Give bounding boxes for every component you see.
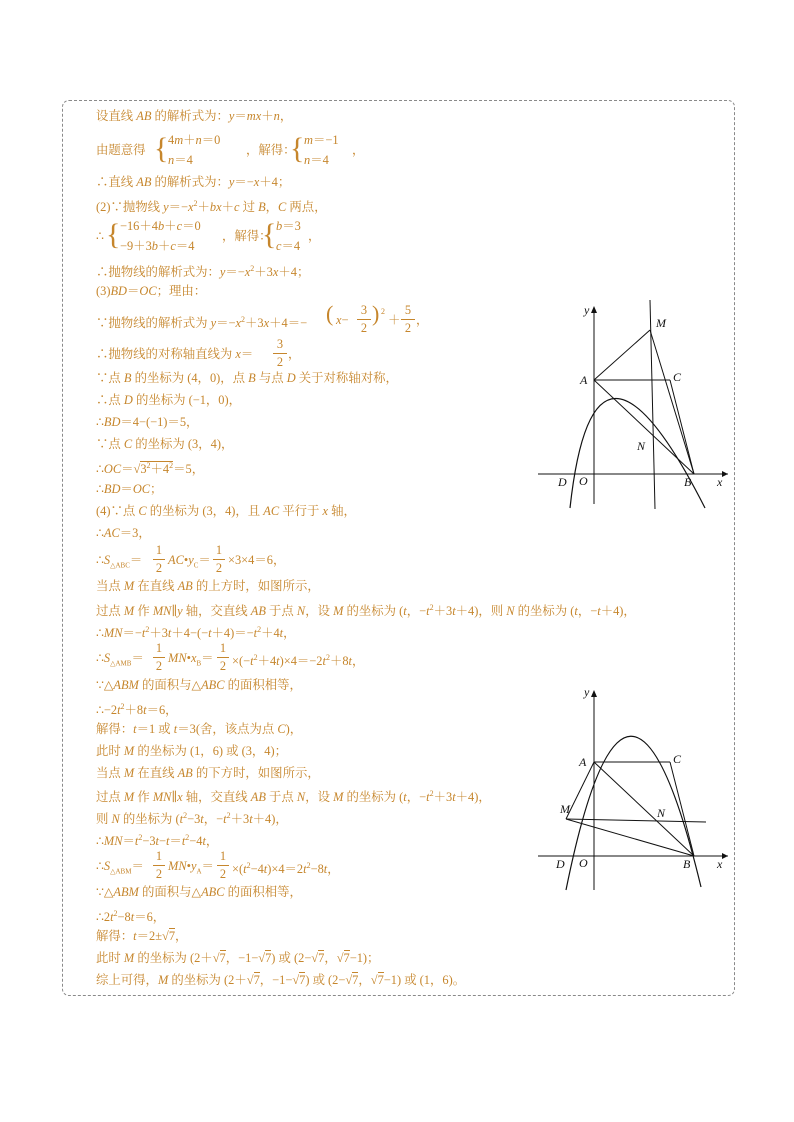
line-32: $\therefore 2t^2-8t=6$， [96,909,166,925]
fig1-label-C: C [673,370,682,384]
line-27: 过点 M 作 MN∥x 轴，交直线 AB 于点 N，设 M 的坐标为 (t，$-t^2+3t+4$)， [96,789,491,805]
line-14: ∴BD＝OC； [96,482,163,496]
fig2-label-A: A [579,755,587,769]
line-31: ∵△ABM 的面积与△ABC 的面积相等， [96,885,302,899]
fig1-label-O: O [579,474,588,488]
fig1-label-N: N [637,439,646,453]
fig2-x-arrow [722,853,728,859]
line-12: ∵点 C 的坐标为 (3，4)， [96,437,234,451]
fig2-label-N: N [657,806,666,820]
fig1-x-arrow [722,471,728,477]
line-0: 设直线 AB 的解析式为：y＝mx＋n， [96,109,293,123]
fig2-label-M: M [560,802,570,816]
fig1-line-MB [650,330,694,474]
fig1-line-MN [650,300,655,509]
fig1-label-A: A [580,373,588,387]
fig1-line-AB [594,380,694,474]
line-18: 当点 M 在直线 AB 的上方时，如图所示， [96,579,320,593]
line-20: $\therefore MN=-t^2+3t+4-(-t+4)=-t^2+4t$， [96,625,296,641]
line-10: ∴点 D 的坐标为 (−1，0)， [96,393,242,407]
line-13: $\therefore OC=√3^2+4^2=5$， [96,461,205,477]
line-35: 综上可得，M 的坐标为 (2＋√7，−1−√7) 或 (2−√7，√7−1) 或 (1，6)。 [96,973,466,987]
line-19: 过点 M 作 MN∥y 轴，交直线 AB 于点 N，设 M 的坐标为 (t，$-t^2+3t+4$)，则 N 的坐标为 (t，−t＋4)， [96,603,636,619]
line-5: ∴抛物线的解析式为：$y=-x^2+3x+4$； [96,264,310,280]
line-28: 则 N 的坐标为 ($t^2-3t$，$-t^2+3t+4$)， [96,811,288,827]
fig2-line-MA [566,762,594,819]
fig2-label-x: x [717,857,723,871]
fig2-label-D: D [556,857,565,871]
line-9: ∵点 B 的坐标为 (4，0)，点 B 与点 D 关于对称轴对称， [96,371,398,385]
fig1-label-B: B [684,475,692,489]
figure-2-parabola [536,682,732,896]
fig2-label-y: y [584,685,590,699]
fig2-label-O: O [579,856,588,870]
fig1-label-x: x [717,475,723,489]
fig1-label-y: y [584,303,590,317]
line-24: 解得：t＝1 或 t＝3(舍，该点为点 C)， [96,722,303,736]
line-26: 当点 M 在直线 AB 的下方时，如图所示， [96,766,320,780]
fig2-line-CB [670,762,694,856]
fig1-label-M: M [656,316,666,330]
line-25: 此时 M 的坐标为 (1，6) 或 (3，4)； [96,744,288,758]
fig2-label-C: C [673,752,682,766]
line-23: $\therefore-2t^2+8t=6$， [96,702,178,718]
line-34: 此时 M 的坐标为 (2＋√7，−1−√7) 或 (2−√7，√7−1)； [96,951,380,965]
figure-1-parabola [536,296,732,510]
line-22: ∵△ABM 的面积与△ABC 的面积相等， [96,678,302,692]
fig2-y-arrow [591,690,597,697]
fig1-line-AM [594,330,650,380]
fig2-label-B: B [683,857,691,871]
line-2: ∴直线 AB 的解析式为：y＝−x＋4； [96,175,291,189]
fig1-parabola [570,399,705,509]
line-11: ∴BD＝4−(−1)＝5， [96,415,199,429]
line-29: $\therefore MN=t^2-3t-t=t^2-4t$， [96,833,219,849]
fig1-y-arrow [591,306,597,313]
fig1-label-D: D [558,475,567,489]
line-3: (2)∵抛物线 $y=-x^2+bx+c$ 过 B，C 两点， [96,199,327,215]
line-33: 解得：t＝2±√7， [96,929,188,943]
line-15: (4)∵点 C 的坐标为 (3，4)，且 AC 平行于 x 轴， [96,504,356,518]
line-6: (3)BD＝OC；理由： [96,284,207,298]
line-16: ∴AC＝3， [96,526,151,540]
fig1-line-CB [670,380,694,474]
